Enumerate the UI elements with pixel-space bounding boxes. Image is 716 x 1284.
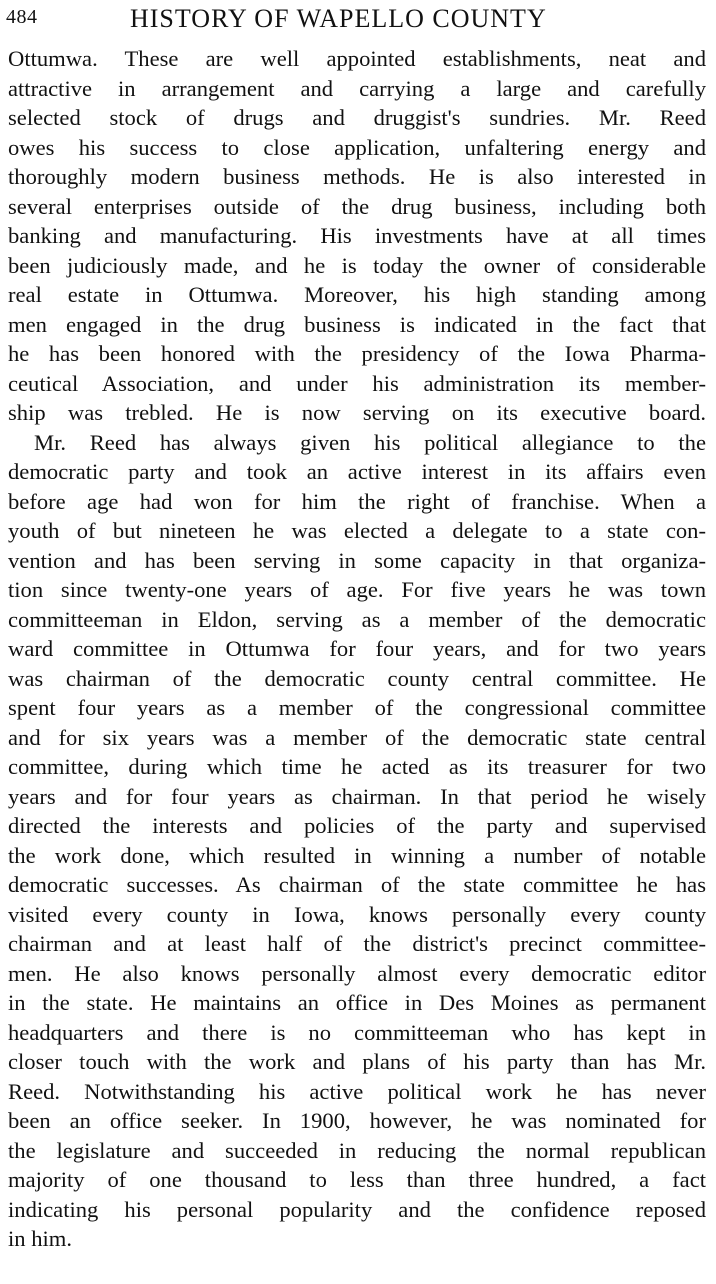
text-line: majority of one thousand to less than three hundred, a fact [8, 1167, 706, 1192]
text-line: in him. [8, 1226, 73, 1251]
text-line: he has been honored with the presidency of the Iowa Pharma- [8, 341, 706, 366]
text-line: closer touch with the work and plans of his party than has Mr. [8, 1049, 706, 1074]
text-line: several enterprises outside of the drug business, including both [8, 193, 706, 219]
paragraph [8, 44, 706, 428]
text-line: men engaged in the drug business is indicated in the fact that [8, 311, 706, 337]
text-line: Mr. Reed has always given his political allegiance to the [34, 429, 706, 455]
text-line: youth of but nineteen he was elected a delegate to a state con- [8, 518, 706, 543]
text-line: been judiciously made, and he is today the owner of considerable [8, 252, 706, 278]
text-line: directed the interests and policies of the party and supervised [8, 813, 706, 838]
text-line: headquarters and there is no committeeman who has kept in [8, 1019, 706, 1045]
page-header [6, 4, 706, 32]
text-line: indicating his personal popularity and the confidence reposed [8, 1196, 706, 1222]
text-line: years and for four years as chairman. In that period he wisely [8, 783, 706, 809]
text-line: ceutical Association, and under his administration its member- [8, 370, 706, 396]
text-line: committeeman in Eldon, serving as a member of the democratic [8, 606, 706, 632]
text-line: committee, during which time he acted as its treasurer for two [8, 754, 706, 779]
text-line: democratic successes. As chairman of the state committee he has [8, 872, 706, 897]
running-head: HISTORY OF WAPELLO COUNTY [130, 4, 547, 33]
text-line: spent four years as a member of the congressional committee [8, 695, 706, 720]
text-line: attractive in arrangement and carrying a large and carefully [8, 75, 706, 101]
text-line: the work done, which resulted in winning a number of notable [8, 842, 706, 868]
text-line: was chairman of the democratic county central committee. He [8, 665, 706, 691]
text-line: in the state. He maintains an office in Des Moines as permanent [8, 990, 706, 1015]
text-line: ship was trebled. He is now serving on its executive board. [8, 400, 706, 425]
text-line: tion since twenty-one years of age. For five years he was town [8, 577, 706, 602]
text-line: real estate in Ottumwa. Moreover, his high standing among [8, 282, 706, 307]
body-text [8, 44, 706, 1254]
text-line: visited every county in Iowa, knows personally every county [8, 901, 706, 927]
text-line: and for six years was a member of the democratic state central [8, 724, 706, 750]
text-line: the legislature and succeeded in reducing the normal republican [8, 1137, 706, 1163]
text-line: ward committee in Ottumwa for four years, and for two years [8, 636, 706, 661]
text-line: banking and manufacturing. His investments have at all times [8, 223, 706, 248]
text-line: selected stock of drugs and druggist's sundries. Mr. Reed [8, 105, 706, 130]
text-line: owes his success to close application, unfaltering energy and [8, 134, 706, 160]
text-line: men. He also knows personally almost every democratic editor [8, 960, 706, 986]
text-line: Ottumwa. These are well appointed establishments, neat and [8, 46, 706, 71]
page-number: 484 [6, 6, 38, 28]
text-line: Reed. Notwithstanding his active political work he has never [8, 1078, 706, 1104]
text-line: thoroughly modern business methods. He is also interested in [8, 164, 706, 189]
text-line: before age had won for him the right of franchise. When a [8, 488, 706, 514]
paragraph [8, 428, 706, 1254]
text-line: democratic party and took an active interest in its affairs even [8, 459, 706, 484]
text-line: chairman and at least half of the district's precinct committee- [8, 931, 706, 956]
text-line: been an office seeker. In 1900, however, he was nominated for [8, 1108, 706, 1133]
text-line: vention and has been serving in some capacity in that organiza- [8, 547, 706, 573]
